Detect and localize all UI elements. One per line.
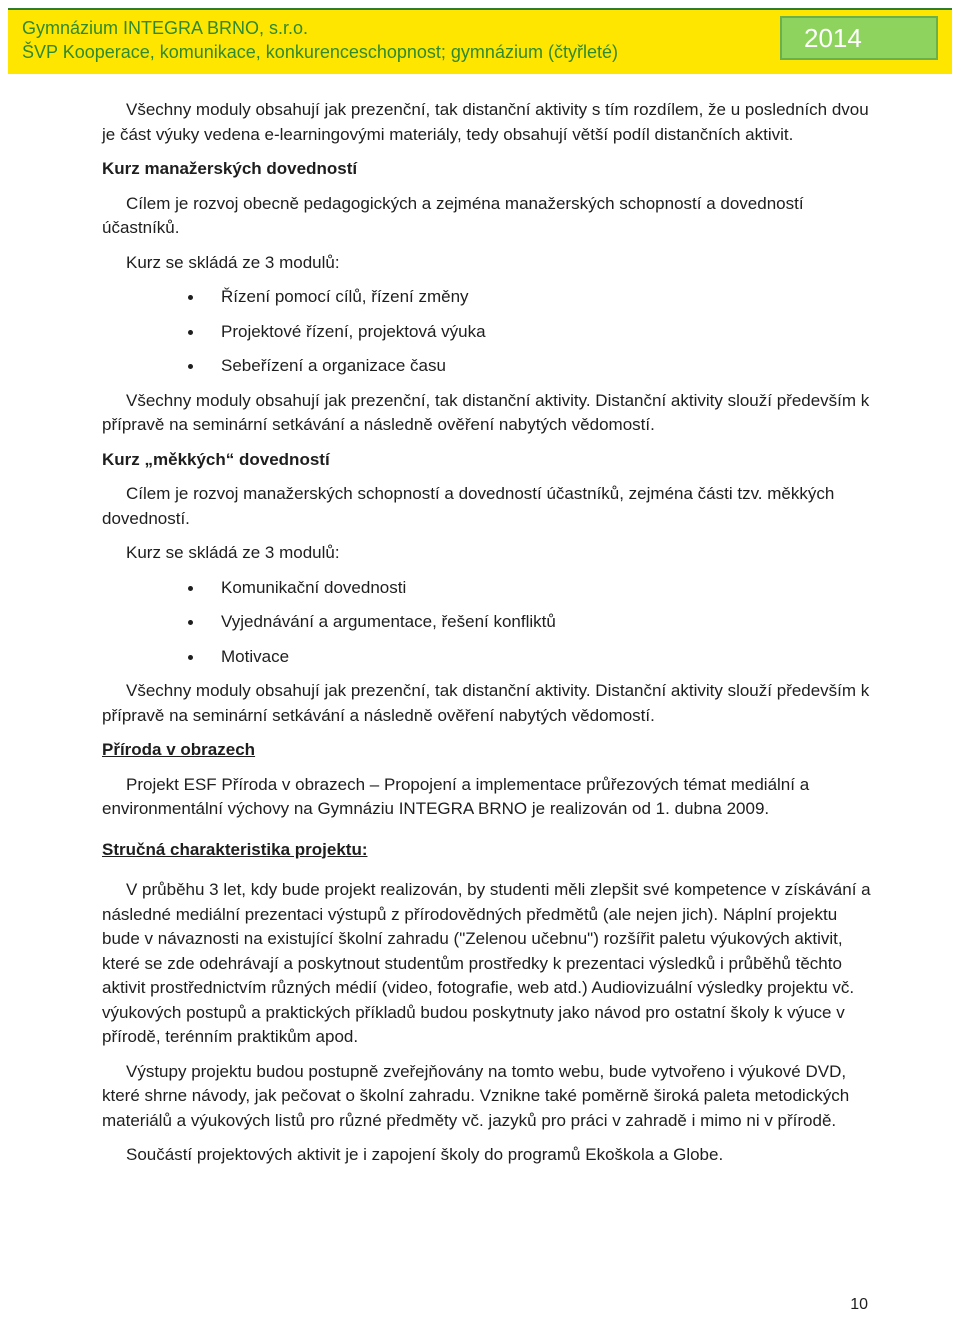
project-summary-heading: Stručná charakteristika projektu: bbox=[102, 839, 368, 859]
list-item: Projektové řízení, projektová výuka bbox=[102, 320, 872, 345]
manager-module-list bbox=[102, 285, 872, 379]
soft-skills-note: Všechny moduly obsahují jak prezenční, tak distanční aktivity. Distanční aktivity slouží především k přípravě na seminární setkávání a následně ověření nabytých vědomostí. bbox=[102, 681, 870, 725]
soft-skills-aim: Cílem je rozvoj manažerských schopností a dovedností účastníků, zejména části tzv. měkkých dovedností. bbox=[102, 484, 835, 528]
manager-course-heading: Kurz manažerských dovedností bbox=[102, 159, 358, 178]
project-programs-paragraph: Součástí projektových aktivit je i zapojení školy do programů Ekoškola a Globe. bbox=[126, 1145, 724, 1164]
list-item: Sebeřízení a organizace času bbox=[102, 354, 872, 379]
list-item: Vyjednávání a argumentace, řešení konfliktů bbox=[102, 610, 872, 635]
intro-paragraph: Všechny moduly obsahují jak prezenční, tak distanční aktivity s tím rozdílem, že u posledních dvou je část výuky vedena e-learningovými materiály, tedy obsahují větší podíl distančních aktivit. bbox=[102, 100, 869, 144]
manager-course-note: Všechny moduly obsahují jak prezenční, tak distanční aktivity. Distanční aktivity slouží především k přípravě na seminární setkávání a následně ověření nabytých vědomostí. bbox=[102, 390, 870, 434]
school-name: Gymnázium INTEGRA BRNO, s.r.o. bbox=[22, 18, 309, 38]
list-item: Komunikační dovednosti bbox=[102, 576, 872, 601]
year-badge: 2014 bbox=[780, 16, 938, 60]
manager-course-aim: Cílem je rozvoj obecně pedagogických a zejména manažerských schopností a dovedností účastníků. bbox=[102, 193, 804, 237]
document-body bbox=[102, 98, 872, 1168]
soft-skills-heading: Kurz „měkkých“ dovedností bbox=[102, 449, 330, 469]
program-name: ŠVP Kooperace, komunikace, konkurenceschopnost; gymnázium (čtyřleté) bbox=[22, 42, 618, 62]
project-summary-paragraph: V průběhu 3 let, kdy bude projekt realizován, by studenti měli zlepšit své kompetence v získávání a následné mediální prezentaci výstupů z přírodovědných předmětů (ale nejen jich). Náplní projektu bude v návaznosti na existující školní zahradu ("Zelenou učebnu") rozšířit paletu výukových aktivit, které se zde odehrávají a poskytnout studentům prostředky k prezentaci výsledků i průběhů těchto aktivit prostřednictvím různých médií (video, fotografie, web atd.) Audiovizuální výsledky projektu vč. výukových postupů a praktických příkladů budou poskytnuty jako návod pro ostatní školy k výuce v přírodě, terénním praktikům apod. bbox=[102, 880, 871, 1046]
nature-project-intro: Projekt ESF Příroda v obrazech – Propojení a implementace průřezových témat mediální a environmentální výchovy na Gymnáziu INTEGRA BRNO je realizován od 1. dubna 2009. bbox=[102, 774, 810, 818]
soft-modules-intro: Kurz se skládá ze 3 modulů: bbox=[126, 543, 340, 562]
list-item: Řízení pomocí cílů, řízení změny bbox=[102, 285, 872, 310]
project-outputs-paragraph: Výstupy projektu budou postupně zveřejňovány na tomto webu, bude vytvořeno i výukové DVD, které shrne návody, jak pečovat o školní zahradu. Vznikne také poměrně široká paleta metodických materiálů a výukových listů pro různé předměty vč. jazyků pro práci v zahradě i mimo ni v přírodě. bbox=[102, 1061, 850, 1130]
page-number: 10 bbox=[850, 1296, 868, 1313]
nature-project-heading: Příroda v obrazech bbox=[102, 740, 256, 759]
header-text bbox=[22, 16, 618, 64]
list-item: Motivace bbox=[102, 645, 872, 670]
page-header bbox=[8, 8, 952, 74]
soft-module-list bbox=[102, 576, 872, 670]
manager-modules-intro: Kurz se skládá ze 3 modulů: bbox=[126, 252, 340, 272]
